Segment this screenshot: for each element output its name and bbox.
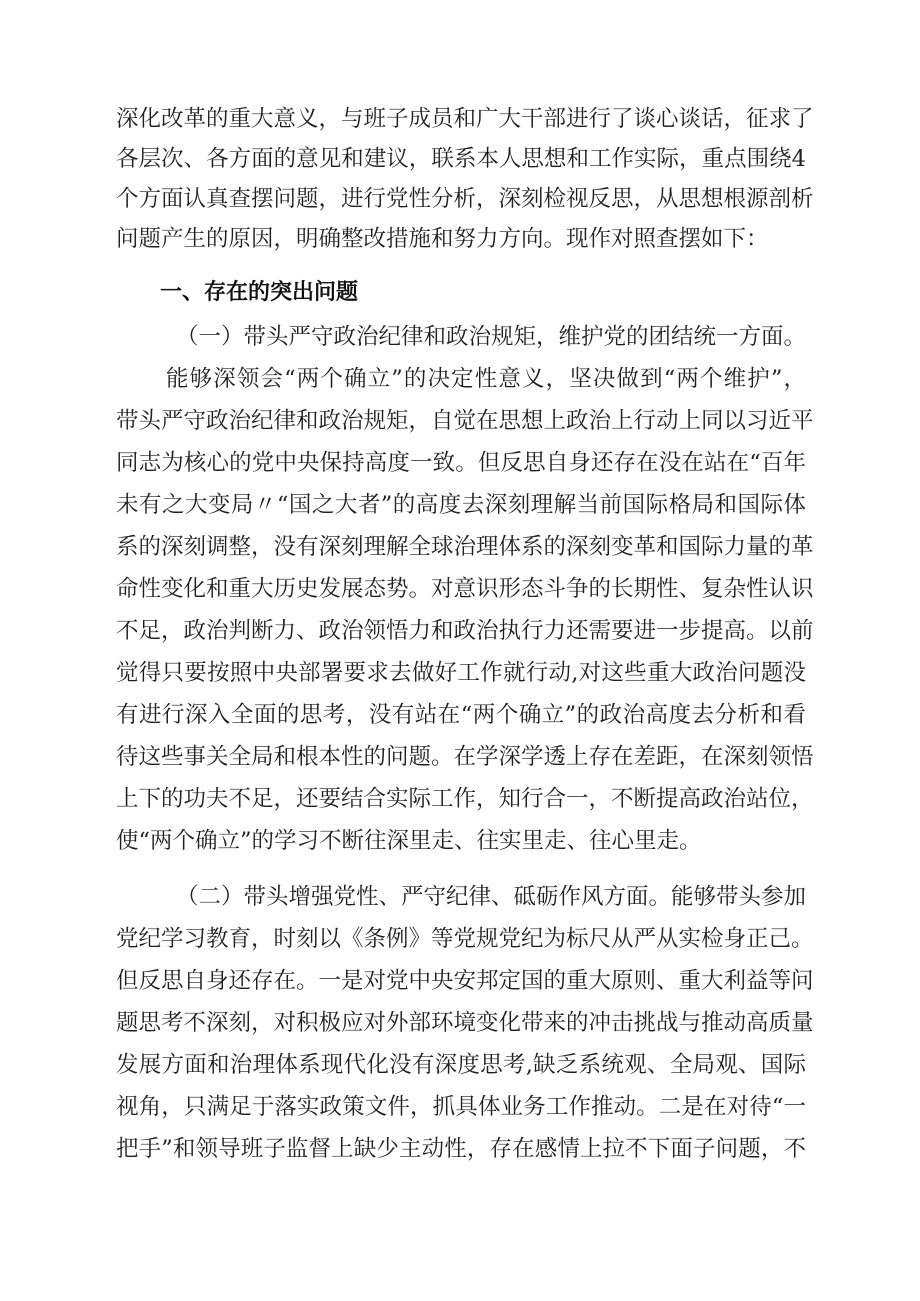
intro-line: 问题产生的原因，明确整改措施和努力方向。现作对照查摆如下： <box>116 226 769 252</box>
item1-body-line: 带头严守政治纪律和政治规矩，自觉在思想上政治上行动上同以习近平 <box>116 408 814 434</box>
item2-line: 把手”和领导班子监督上缺少主动性，存在感情上拉不下面子问题，不 <box>116 1136 806 1162</box>
item1-body-line: 未有之大变局〃“国之大者”的高度去深刻理解当前国际格局和国际体 <box>116 492 806 518</box>
item1-body-line: 有进行深入全面的思考，没有站在“两个确立”的政治高度去分析和看 <box>116 702 806 728</box>
item1-body-line: 同志为核心的党中央保持高度一致。但反思自身还存在没在站在“百年 <box>116 450 806 476</box>
intro-line: 各层次、各方面的意见和建议，联系本人思想和工作实际，重点围绕4 <box>116 146 806 172</box>
item1-body-line: 命性变化和重大历史发展态势。对意识形态斗争的长期性、复杂性认识 <box>116 576 814 602</box>
item2-line: 党纪学习教育，时刻以《条例》等党规党纪为标尺从严从实检身正己。 <box>116 926 814 952</box>
item2-line: 但反思自身还存在。一是对党中央安邦定国的重大原则、重大利益等问 <box>116 968 814 994</box>
item2-line: （二）带头增强党性、严守纪律、砥砺作风方面。能够带头参加 <box>176 884 807 910</box>
item2-line: 视角，只满足于落实政策文件，抓具体业务工作推动。二是在对待“一 <box>116 1094 806 1120</box>
intro-line: 个方面认真查摆问题，进行党性分析，深刻检视反思，从思想根源剖析 <box>116 186 814 212</box>
item1-body-line: 上下的功夫不足，还要结合实际工作，知行合一，不断提高政治站位， <box>116 786 814 812</box>
item1-body-line: 系的深刻调整，没有深刻理解全球治理体系的深刻变革和国际力量的革 <box>116 534 814 560</box>
item1-body-line: 不足，政治判断力、政治领悟力和政治执行力还需要进一步提高。以前 <box>116 618 814 644</box>
item1-body-line: 能够深领会“两个确立”的决定性意义，坚决做到“两个维护”， <box>166 366 806 392</box>
item1-title: （一）带头严守政治纪律和政治规矩，维护党的团结统一方面。 <box>176 324 807 350</box>
item2-line: 题思考不深刻，对积极应对外部环境变化带来的冲击挑战与推动高质量 <box>116 1010 814 1036</box>
item2-line: 发展方面和治理体系现代化没有深度思考,缺乏系统观、全局观、国际 <box>116 1052 806 1078</box>
item1-body-line: 使“两个确立”的学习不断往深里走、往实里走、往心里走。 <box>116 828 702 854</box>
item1-body-line: 觉得只要按照中央部署要求去做好工作就行动,对这些重大政治问题没 <box>116 660 806 686</box>
section-heading: 一、存在的突出问题 <box>160 280 359 305</box>
item1-body-line: 待这些事关全局和根本性的问题。在学深学透上存在差距，在深刻领悟 <box>116 744 814 770</box>
intro-line: 深化改革的重大意义，与班子成员和广大干部进行了谈心谈话，征求了 <box>116 106 814 132</box>
